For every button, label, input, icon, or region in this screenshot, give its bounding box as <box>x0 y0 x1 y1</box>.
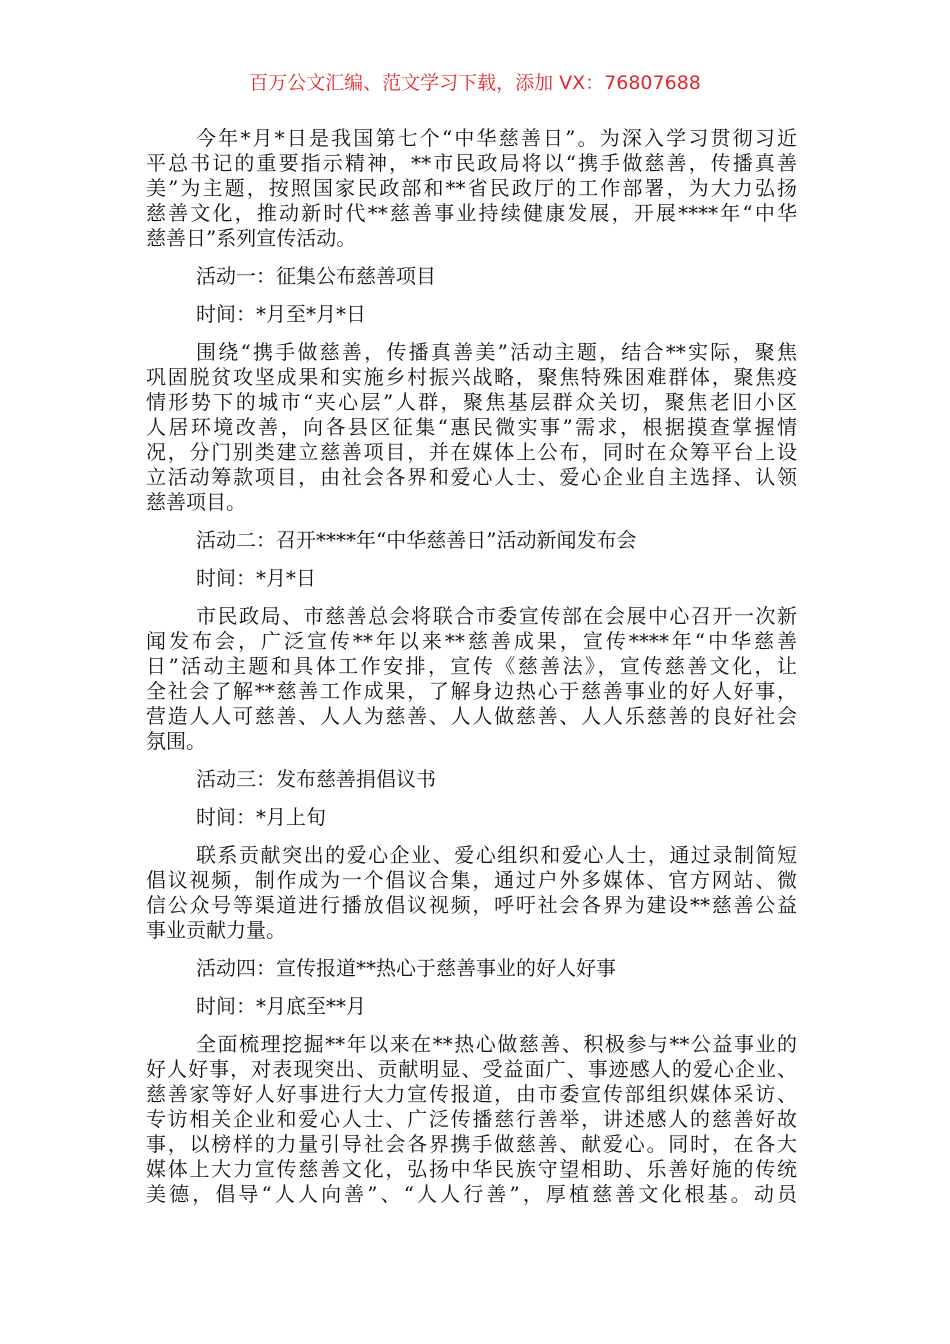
text-line: 氛围。 <box>146 729 206 753</box>
text-line: 日”活动主题和具体工作安排，宣传《慈善法》，宣传慈善文化，让 <box>146 654 797 678</box>
text-line: 况，分门别类建立慈善项目，并在媒体上公布，同时在众筹平台上设 <box>146 440 797 464</box>
paragraph <box>146 1032 797 1207</box>
text-line: 营造人人可慈善、人人为慈善、人人做慈善、人人乐慈善的良好社会 <box>146 704 797 728</box>
text-line: 市民政局、市慈善总会将联合市委宣传部在会展中心召开一次新 <box>196 604 797 628</box>
section-line <box>146 767 797 792</box>
section-line <box>146 264 797 289</box>
section-line <box>146 994 797 1019</box>
text-line: 倡议视频，制作成为一个倡议合集，通过户外多媒体、官方网站、微 <box>146 868 797 892</box>
text-line: 专访相关企业和爱心人士、广泛传播慈行善举，讲述感人的慈善好故 <box>146 1107 797 1131</box>
text-line: 慈善项目。 <box>146 490 246 514</box>
text-line: 巩固脱贫攻坚成果和实施乡村振兴战略，聚焦特殊困难群体，聚焦疫 <box>146 365 797 389</box>
paragraph <box>146 340 797 515</box>
text-line: 活动一：征集公布慈善项目 <box>196 264 436 288</box>
paragraph <box>146 843 797 943</box>
text-line: 闻发布会，广泛宣传**年以来**慈善成果，宣传****年“中华慈善 <box>146 629 797 653</box>
paragraph <box>146 126 797 251</box>
section-line <box>146 528 797 553</box>
text-line: 美”为主题，按照国家民政部和**省民政厅的工作部署，为大力弘扬 <box>146 176 797 200</box>
text-line: 慈善日”系列宣传活动。 <box>146 226 357 250</box>
text-line: 慈善文化，推动新时代**慈善事业持续健康发展，开展****年“中华 <box>146 201 797 225</box>
text-line: 活动三：发布慈善捐倡议书 <box>196 767 436 791</box>
text-line: 媒体上大力宣传慈善文化，弘扬中华民族守望相助、乐善好施的传统 <box>146 1157 797 1181</box>
section-line <box>146 302 797 327</box>
text-line: 全社会了解**慈善工作成果，了解身边热心于慈善事业的好人好事， <box>146 679 797 703</box>
text-line: 联系贡献突出的爱心企业、爱心组织和爱心人士，通过录制简短 <box>196 843 797 867</box>
section-line <box>146 956 797 981</box>
text-line: 慈善家等好人好事进行大力宣传报道，由市委宣传部组织媒体采访、 <box>146 1082 797 1106</box>
text-line: 今年*月*日是我国第七个“中华慈善日”。为深入学习贯彻习近 <box>196 126 797 150</box>
document-body <box>146 126 797 1220</box>
text-line: 时间：*月上旬 <box>196 805 326 829</box>
paragraph <box>146 604 797 754</box>
text-line: 人居环境改善，向各县区征集“惠民微实事”需求，根据摸查掌握情 <box>146 415 797 439</box>
text-line: 信公众号等渠道进行播放倡议视频，呼吁社会各界为建设**慈善公益 <box>146 893 797 917</box>
text-line: 活动二：召开****年“中华慈善日”活动新闻发布会 <box>196 528 637 552</box>
section-line <box>146 805 797 830</box>
text-line: 好人好事，对表现突出、贡献明显、受益面广、事迹感人的爱心企业、 <box>146 1057 797 1081</box>
text-line: 时间：*月*日 <box>196 566 316 590</box>
section-line <box>146 566 797 591</box>
text-line: 事，以榜样的力量引导社会各界携手做慈善、献爱心。同时，在各大 <box>146 1132 797 1156</box>
text-line: 围绕“携手做慈善，传播真善美”活动主题，结合**实际，聚焦 <box>196 340 797 364</box>
text-line: 时间：*月至*月*日 <box>196 302 366 326</box>
watermark-header: 百万公文汇编、范文学习下载，添加 VX：76807688 <box>249 72 701 94</box>
text-line: 活动四：宣传报道**热心于慈善事业的好人好事 <box>196 956 616 980</box>
text-line: 美德，倡导“人人向善”、“人人行善”，厚植慈善文化根基。动员 <box>146 1182 797 1206</box>
text-line: 情形势下的城市“夹心层”人群，聚焦基层群众关切，聚焦老旧小区 <box>146 390 797 414</box>
text-line: 平总书记的重要指示精神，**市民政局将以“携手做慈善，传播真善 <box>146 151 797 175</box>
text-line: 事业贡献力量。 <box>146 918 286 942</box>
text-line: 全面梳理挖掘**年以来在**热心做慈善、积极参与**公益事业的 <box>196 1032 797 1056</box>
text-line: 时间：*月底至**月 <box>196 994 366 1018</box>
text-line: 立活动筹款项目，由社会各界和爱心人士、爱心企业自主选择、认领 <box>146 465 797 489</box>
